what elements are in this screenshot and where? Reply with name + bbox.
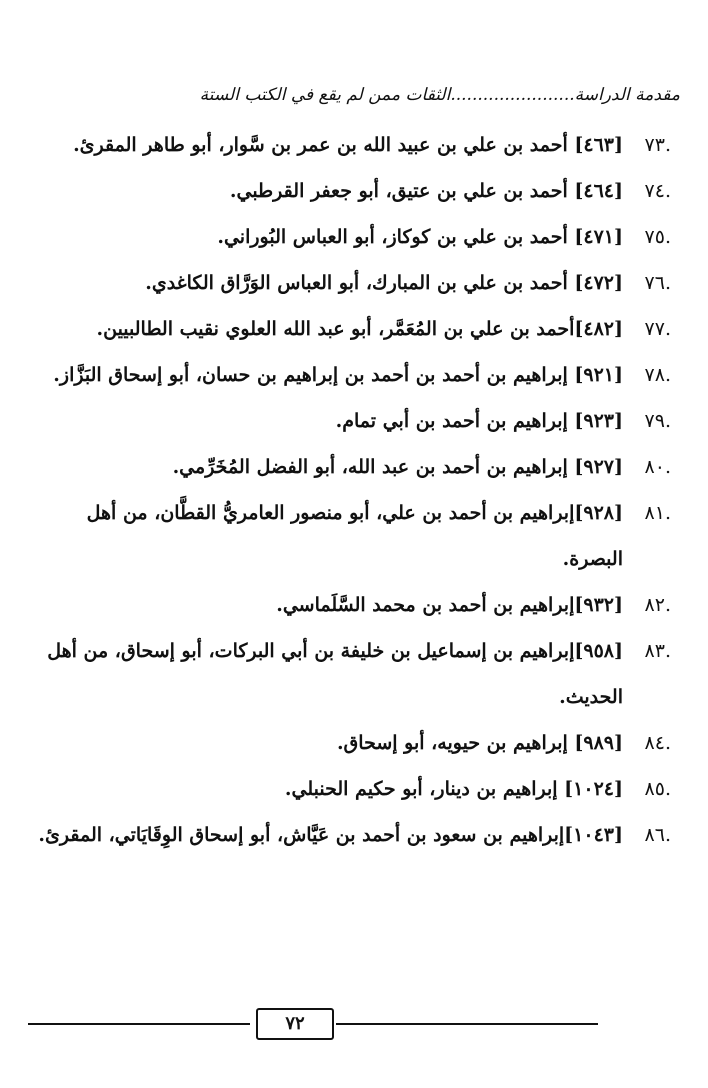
entry-number: ٧٣.	[644, 134, 671, 156]
list-item	[38, 168, 671, 214]
list-item	[38, 260, 671, 306]
entry-number: ٨٢.	[644, 594, 671, 616]
page-footer	[28, 1008, 598, 1038]
entry-number: ٧٩.	[644, 410, 671, 432]
list-item	[38, 582, 671, 628]
entry-text: [٤٧١] أحمد بن علي بن كوكاز، أبو العباس البُوراني.	[217, 226, 623, 248]
list-item	[38, 766, 671, 812]
entry-number: ٧٥.	[644, 226, 671, 248]
list-item	[38, 214, 671, 260]
entry-number: ٨٠.	[644, 456, 671, 478]
entry-text: [٤٧٢] أحمد بن علي بن المبارك، أبو العباس الوَرَّاق الكاغدي.	[145, 272, 623, 294]
entry-text: [١٠٤٣]إبراهيم بن سعود بن أحمد بن عَيَّاش، أبو إسحاق الوِقَايَاتي، المقرئ.	[38, 824, 623, 846]
list-item	[38, 444, 671, 490]
entry-text: [٤٨٢]أحمد بن علي بن المُعَمَّر، أبو عبد الله العلوي نقيب الطالبيين.	[96, 318, 623, 340]
list-item	[38, 628, 671, 720]
entry-number: ٨٥.	[644, 778, 671, 800]
list-item	[38, 306, 671, 352]
entry-text: [٩٢٧] إبراهيم بن أحمد بن عبد الله، أبو الفضل المُخَرِّمي.	[172, 456, 623, 478]
entry-text: [٤٦٣] أحمد بن علي بن عبيد الله بن عمر بن سَّوار، أبو طاهر المقرئ.	[73, 134, 623, 156]
list-item	[38, 720, 671, 766]
entry-number: ٧٦.	[644, 272, 671, 294]
list-item	[38, 490, 671, 582]
entry-number: ٨٤.	[644, 732, 671, 754]
entry-text: [٩٨٩] إبراهيم بن حيويه، أبو إسحاق.	[336, 732, 623, 754]
footer-rule-left	[28, 1023, 250, 1025]
list-item	[38, 352, 671, 398]
footer-rule-right	[336, 1023, 598, 1025]
entry-text: [٤٦٤] أحمد بن علي بن عتيق، أبو جعفر القرطبي.	[229, 180, 623, 202]
list-item	[38, 398, 671, 444]
entry-number: ٨٦.	[644, 824, 671, 846]
entry-text: [٩٢٣] إبراهيم بن أحمد بن أبي تمام.	[335, 410, 623, 432]
list-item	[38, 812, 671, 858]
narrator-list	[38, 122, 671, 858]
list-item	[38, 122, 671, 168]
entry-number: ٧٨.	[644, 364, 671, 386]
entry-number: ٧٧.	[644, 318, 671, 340]
entry-text: [٩٣٢]إبراهيم بن أحمد بن محمد السَّلَماسي.	[276, 594, 623, 616]
running-header: مقدمة الدراسة.......................الثقات ممن لم يقع في الكتب الستة	[199, 85, 680, 105]
page-number: ٧٢	[256, 1008, 334, 1040]
entry-number: ٧٤.	[644, 180, 671, 202]
entry-text: [٩٥٨]إبراهيم بن إسماعيل بن خليفة بن أبي البركات، أبو إسحاق، من أهل الحديث.	[47, 640, 623, 708]
entry-text: [١٠٢٤] إبراهيم بن دينار، أبو حكيم الحنبلي.	[284, 778, 623, 800]
entry-text: [٩٢١] إبراهيم بن أحمد بن أحمد بن إبراهيم بن حسان، أبو إسحاق البَزَّاز.	[53, 364, 623, 386]
entry-number: ٨١.	[644, 502, 671, 524]
entry-text: [٩٢٨]إبراهيم بن أحمد بن علي، أبو منصور العامريُّ القطَّان، من أهل البصرة.	[86, 502, 623, 570]
entry-number: ٨٣.	[644, 640, 671, 662]
